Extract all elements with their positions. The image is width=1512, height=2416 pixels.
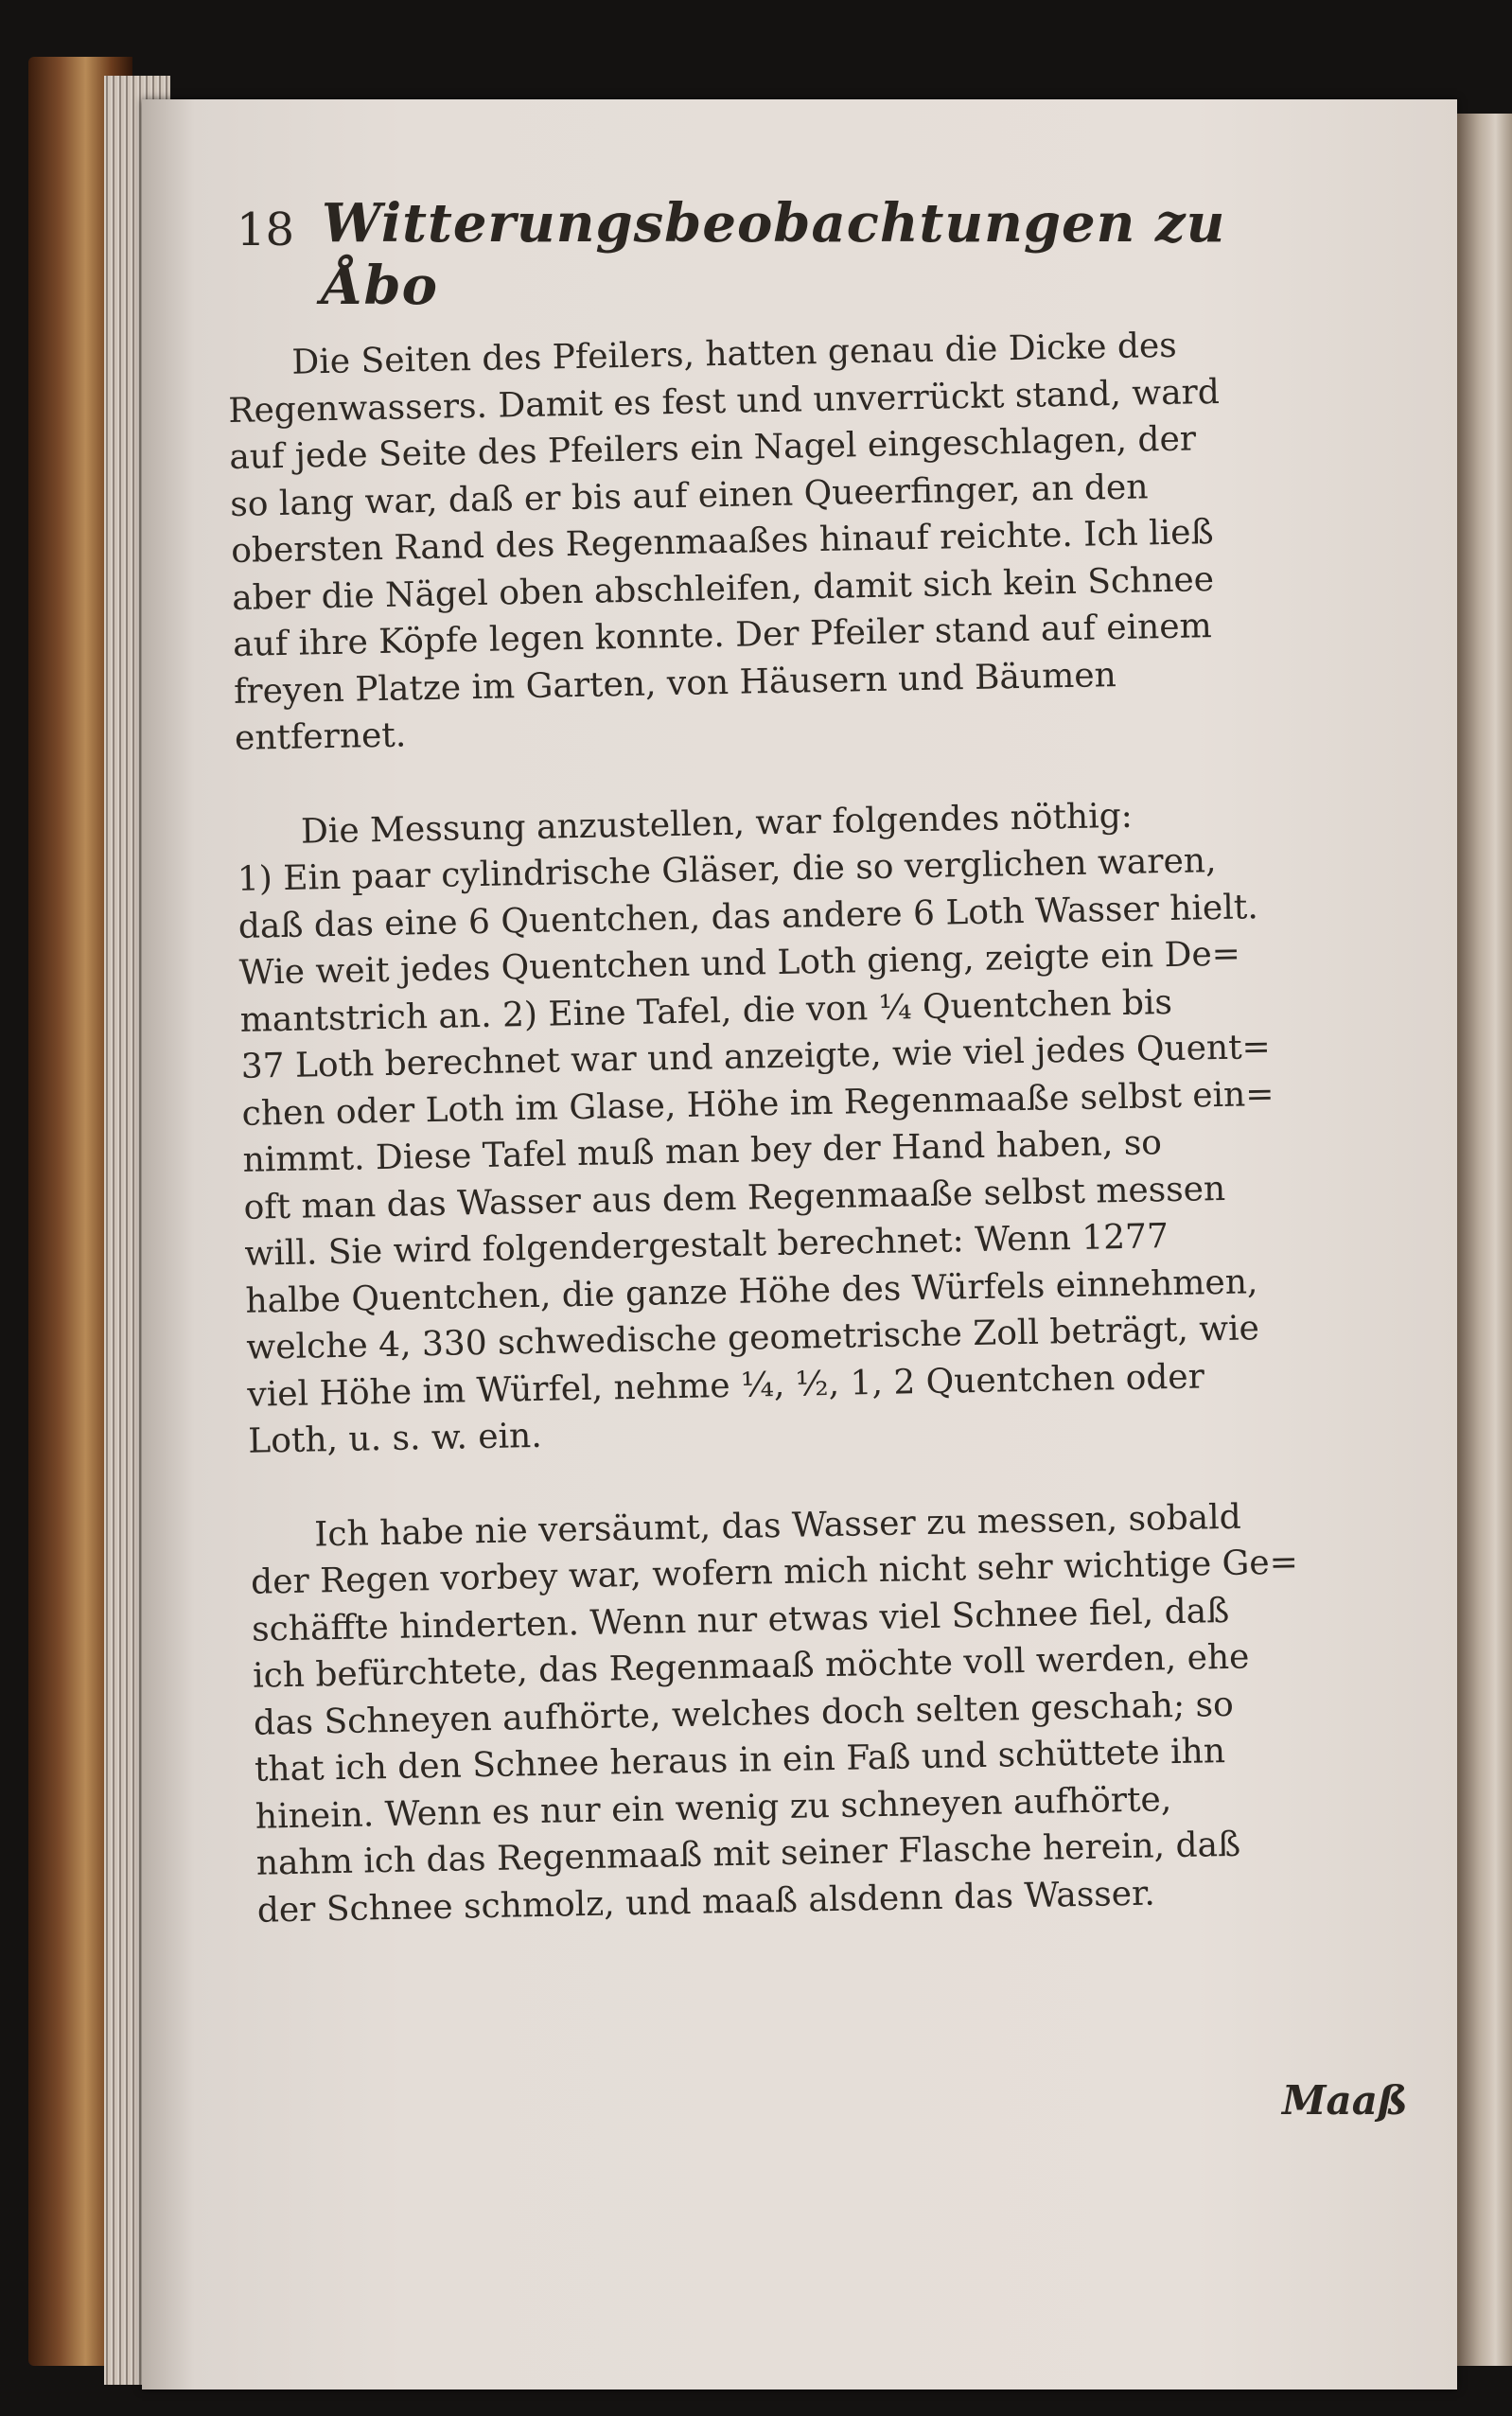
text-line: oft man das Wasser aus dem Regenmaaße selbst messen bbox=[243, 1169, 1226, 1227]
paragraph-1 bbox=[227, 318, 1417, 762]
text-line: auf jede Seite des Pfeilers ein Nagel eingeschlagen, der bbox=[228, 419, 1197, 477]
running-head: Witterungsbeobachtungen zu Åbo bbox=[322, 192, 1226, 317]
text-line: Ich habe nie versäumt, das Wasser zu messen, sobald bbox=[313, 1497, 1242, 1554]
page-number: 18 bbox=[237, 203, 295, 256]
text-line: ich befürchtete, das Regenmaaß möchte voll werden, ehe bbox=[252, 1637, 1250, 1696]
text-line: entfernet. bbox=[234, 715, 407, 758]
text-line: freyen Platze im Garten, von Häusern und Bäumen bbox=[233, 655, 1117, 712]
text-line: Die Messung anzustellen, war folgendes nöthig: bbox=[300, 796, 1134, 852]
text-line: viel Höhe im Würfel, nehme ¼, ½, 1, 2 Quentchen oder bbox=[246, 1356, 1205, 1415]
text-line: that ich den Schnee heraus in ein Faß und schüttete ihn bbox=[254, 1732, 1226, 1790]
text-line: schäffte hinderten. Wenn nur etwas viel Schnee fiel, daß bbox=[251, 1591, 1230, 1649]
text-line: so lang war, daß er bis auf einen Queerfinger, an den bbox=[229, 467, 1149, 524]
text-line: aber die Nägel oben abschleifen, damit sich kein Schnee bbox=[231, 559, 1215, 618]
text-line: obersten Rand des Regenmaaßes hinauf reichte. Ich ließ bbox=[230, 513, 1214, 571]
page-edges-right bbox=[1457, 114, 1512, 2366]
paragraph-2 bbox=[237, 786, 1432, 1465]
text-line: nimmt. Diese Tafel muß man bey der Hand haben, so bbox=[242, 1123, 1163, 1180]
catchword: Maaß bbox=[1282, 2077, 1408, 2124]
text-line: hinein. Wenn es nur ein wenig zu schneyen aufhörte, bbox=[255, 1779, 1172, 1837]
text-line: Die Seiten des Pfeilers, hatten genau die Dicke des bbox=[291, 326, 1178, 382]
paragraph-3 bbox=[250, 1490, 1440, 1933]
text-line: nahm ich das Regenmaaß mit seiner Flasche herein, daß bbox=[255, 1825, 1241, 1883]
text-line: 1) Ein paar cylindrische Gläser, die so verglichen waren, bbox=[237, 841, 1217, 899]
text-line: Regenwassers. Damit es fest und unverrückt stand, ward bbox=[228, 372, 1221, 431]
text-line: will. Sie wird folgendergestalt berechnet: Wenn 1277 bbox=[244, 1217, 1169, 1274]
text-line: Loth, u. s. w. ein. bbox=[247, 1416, 543, 1461]
text-line: Wie weit jedes Quentchen und Loth gieng, zeigte ein De= bbox=[238, 934, 1241, 993]
text-line: der Regen vorbey war, wofern mich nicht sehr wichtige Ge= bbox=[250, 1543, 1299, 1602]
text-line: chen oder Loth im Glase, Höhe im Regenmaaße selbst ein= bbox=[241, 1074, 1275, 1134]
text-line: auf ihre Köpfe legen konnte. Der Pfeiler stand auf einem bbox=[232, 607, 1213, 664]
body-text bbox=[227, 318, 1440, 1934]
text-line: mantstrich an. 2) Eine Tafel, die von ¼ Quentchen bis bbox=[239, 982, 1173, 1040]
text-line: das Schneyen aufhörte, welches doch selten geschah; so bbox=[253, 1684, 1235, 1743]
text-line: welche 4, 330 schwedische geometrische Zoll beträgt, wie bbox=[246, 1309, 1260, 1367]
page-header bbox=[237, 185, 1325, 317]
text-line: der Schnee schmolz, und maaß alsdenn das Wasser. bbox=[256, 1873, 1156, 1931]
text-line: 37 Loth berechnet war und anzeigte, wie viel jedes Quent= bbox=[240, 1027, 1272, 1086]
text-line: daß das eine 6 Quentchen, das andere 6 Loth Wasser hielt. bbox=[237, 887, 1259, 946]
text-line: halbe Quentchen, die ganze Höhe des Würfels einnehmen, bbox=[245, 1261, 1258, 1321]
